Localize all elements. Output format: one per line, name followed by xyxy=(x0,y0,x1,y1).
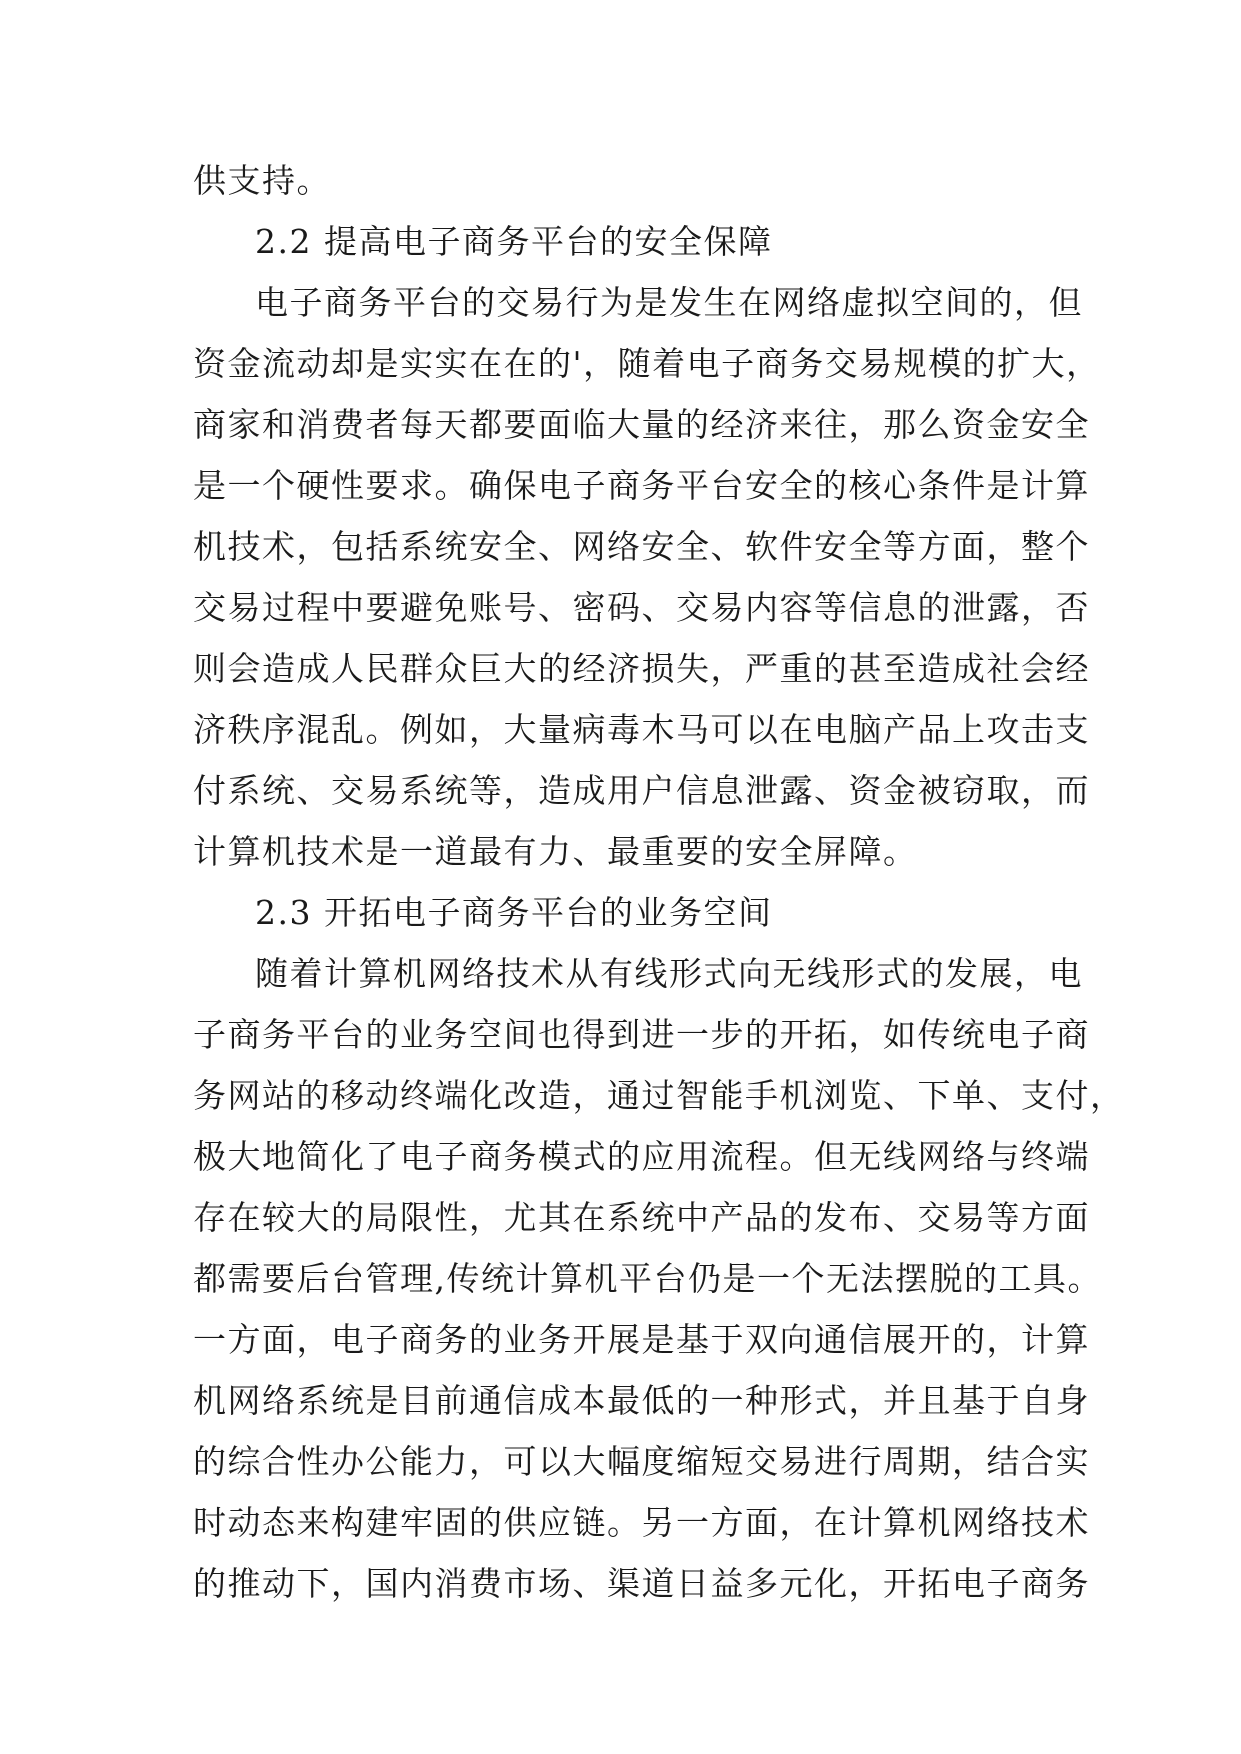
paragraph-line: 资金流动却是实实在在的'，随着电子商务交易规模的扩大， xyxy=(193,344,1101,383)
section-heading-2-3: 2.3 开拓电子商务平台的业务空间 xyxy=(255,893,773,932)
paragraph-line: 随着计算机网络技术从有线形式向无线形式的发展，电 xyxy=(255,954,1083,993)
document-page xyxy=(193,150,1125,1614)
paragraph-line: 时动态来构建牢固的供应链。另一方面，在计算机网络技术 xyxy=(193,1503,1090,1542)
paragraph-line: 济秩序混乱。例如，大量病毒木马可以在电脑产品上攻击支 xyxy=(193,710,1090,749)
paragraph-line: 供支持。 xyxy=(193,161,331,200)
paragraph-line: 机网络系统是目前通信成本最低的一种形式，并且基于自身 xyxy=(193,1381,1090,1420)
paragraph-line: 存在较大的局限性，尤其在系统中产品的发布、交易等方面 xyxy=(193,1198,1090,1237)
paragraph-line: 交易过程中要避免账号、密码、交易内容等信息的泄露，否 xyxy=(193,588,1090,627)
paragraph-line: 付系统、交易系统等，造成用户信息泄露、资金被窃取，而 xyxy=(193,771,1090,810)
paragraph-line: 的综合性办公能力，可以大幅度缩短交易进行周期，结合实 xyxy=(193,1442,1090,1481)
paragraph-line: 的推动下，国内消费市场、渠道日益多元化，开拓电子商务 xyxy=(193,1564,1090,1603)
paragraph-line: 都需要后台管理,传统计算机平台仍是一个无法摆脱的工具。 xyxy=(193,1259,1102,1298)
paragraph-line: 机技术，包括系统安全、网络安全、软件安全等方面，整个 xyxy=(193,527,1090,566)
paragraph-line: 商家和消费者每天都要面临大量的经济来往，那么资金安全 xyxy=(193,405,1090,444)
paragraph-line: 电子商务平台的交易行为是发生在网络虚拟空间的，但 xyxy=(255,283,1083,322)
paragraph-line: 务网站的移动终端化改造，通过智能手机浏览、下单、支付， xyxy=(193,1076,1125,1115)
paragraph-line: 计算机技术是一道最有力、最重要的安全屏障。 xyxy=(193,832,918,871)
paragraph-line: 子商务平台的业务空间也得到进一步的开拓，如传统电子商 xyxy=(193,1015,1090,1054)
paragraph-line: 则会造成人民群众巨大的经济损失，严重的甚至造成社会经 xyxy=(193,649,1090,688)
paragraph-line: 一方面，电子商务的业务开展是基于双向通信展开的，计算 xyxy=(193,1320,1090,1359)
section-heading-2-2: 2.2 提高电子商务平台的安全保障 xyxy=(255,222,773,261)
paragraph-line: 是一个硬性要求。确保电子商务平台安全的核心条件是计算 xyxy=(193,466,1090,505)
paragraph-line: 极大地简化了电子商务模式的应用流程。但无线网络与终端 xyxy=(193,1137,1090,1176)
